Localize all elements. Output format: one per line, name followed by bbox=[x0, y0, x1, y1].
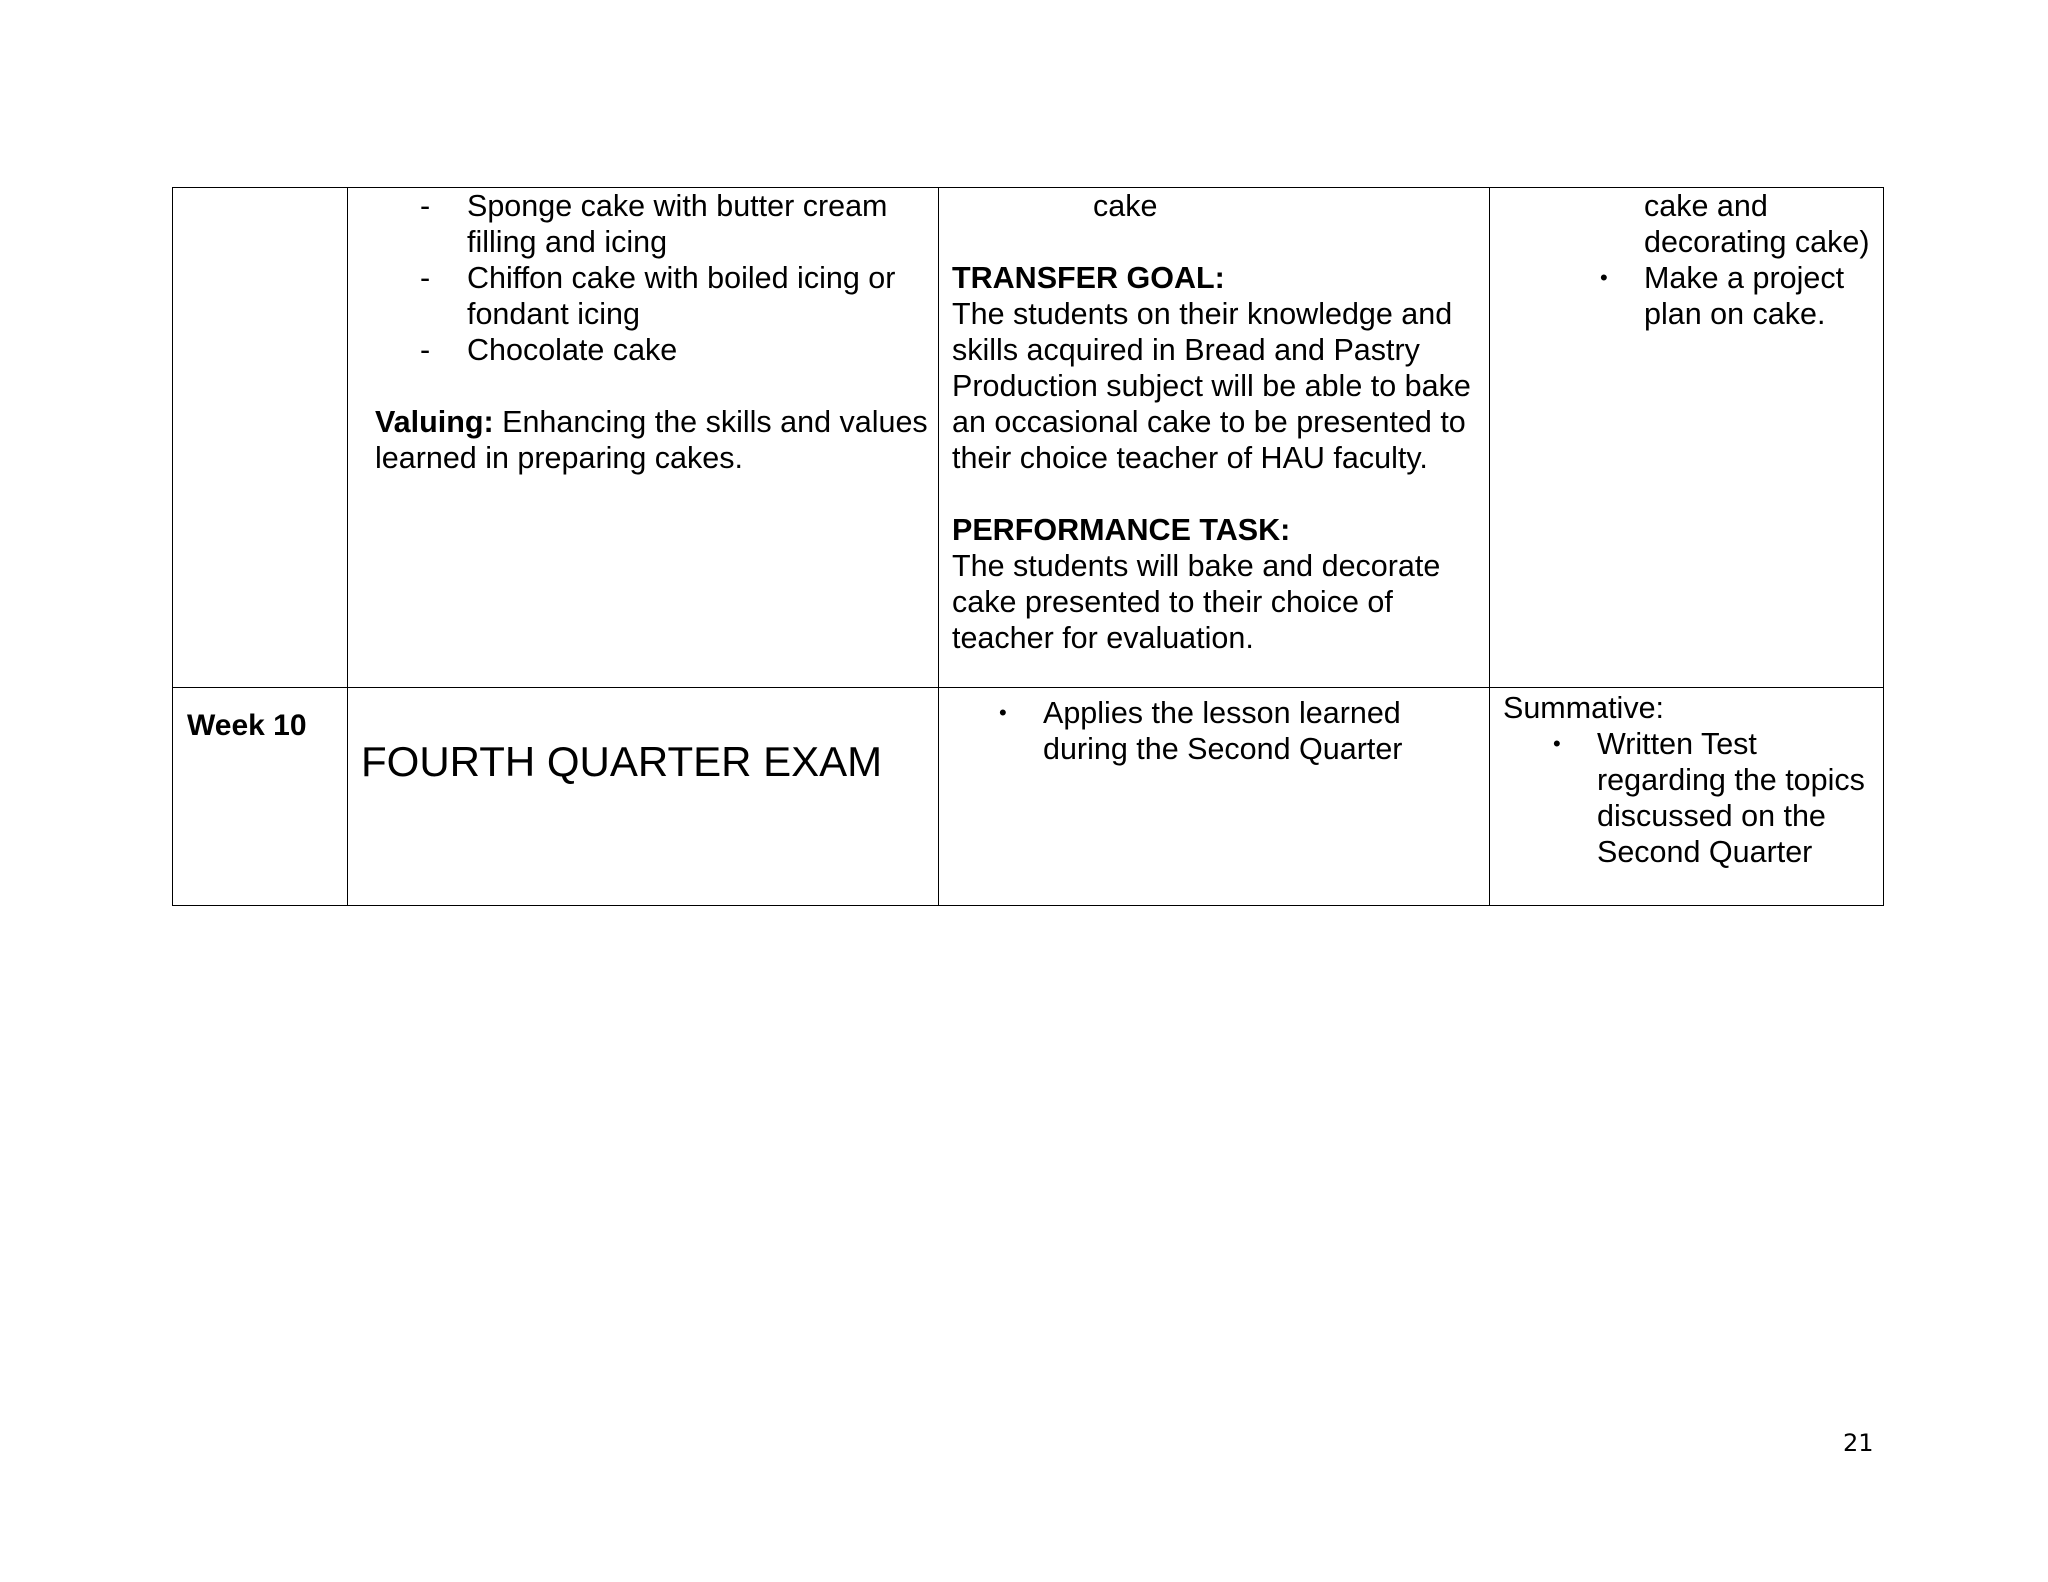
list-item bbox=[939, 695, 1489, 767]
performance-task-text: The students will bake and decorate cake presented to their choice of teacher for evaluation. bbox=[952, 549, 1441, 655]
list-item bbox=[348, 332, 938, 368]
valuing-label: Valuing: bbox=[375, 405, 494, 439]
transfer-goal-heading: TRANSFER GOAL: bbox=[952, 261, 1225, 295]
dash-marker: - bbox=[420, 333, 431, 367]
transfer-goal-text: The students on their knowledge and skills acquired in Bread and Pastry Production subject will be able to bake an occasional cake to be presented to their choice teacher of HAU faculty. bbox=[952, 297, 1471, 475]
list-item bbox=[348, 188, 938, 260]
list-item bbox=[348, 260, 938, 332]
goals-cell bbox=[939, 688, 1490, 906]
performance-task-heading: PERFORMANCE TASK: bbox=[952, 513, 1291, 547]
content-cell bbox=[348, 688, 939, 906]
assessment-item-text: Written Test regarding the topics discussed on the Second Quarter bbox=[1597, 727, 1865, 869]
content-item-text: Chocolate cake bbox=[467, 333, 678, 367]
valuing-paragraph bbox=[348, 404, 938, 476]
assessment-cell bbox=[1490, 688, 1884, 906]
week-cell bbox=[173, 688, 348, 906]
exam-title: FOURTH QUARTER EXAM bbox=[361, 738, 883, 785]
assessment-cell bbox=[1490, 188, 1884, 688]
content-item-text: Sponge cake with butter cream filling and icing bbox=[467, 189, 888, 259]
week-cell bbox=[173, 188, 348, 688]
table-row bbox=[173, 188, 1884, 688]
goals-lead-text: cake bbox=[1093, 189, 1158, 223]
summative-label: Summative: bbox=[1503, 691, 1665, 725]
list-item bbox=[1490, 726, 1883, 870]
goal-item-text: Applies the lesson learned during the Second Quarter bbox=[1043, 696, 1403, 766]
bullet-marker: • bbox=[1553, 731, 1561, 756]
week-label: Week 10 bbox=[187, 709, 307, 742]
dash-marker: - bbox=[420, 261, 431, 295]
content-list bbox=[348, 188, 938, 368]
list-item bbox=[1490, 260, 1883, 332]
curriculum-table bbox=[172, 187, 1884, 906]
page-number: 21 bbox=[1843, 1429, 1874, 1457]
content-item-text: Chiffon cake with boiled icing or fondant icing bbox=[467, 261, 896, 331]
table-row bbox=[173, 688, 1884, 906]
bullet-marker: • bbox=[999, 700, 1007, 725]
assessment-item-text: Make a project plan on cake. bbox=[1644, 261, 1845, 331]
goals-cell bbox=[939, 188, 1490, 688]
bullet-marker: • bbox=[1600, 265, 1608, 290]
dash-marker: - bbox=[420, 189, 431, 223]
content-cell bbox=[348, 188, 939, 688]
assessment-lead-text: cake and decorating cake) bbox=[1644, 189, 1870, 259]
valuing-text: Enhancing the skills and values learned in preparing cakes. bbox=[375, 405, 928, 475]
